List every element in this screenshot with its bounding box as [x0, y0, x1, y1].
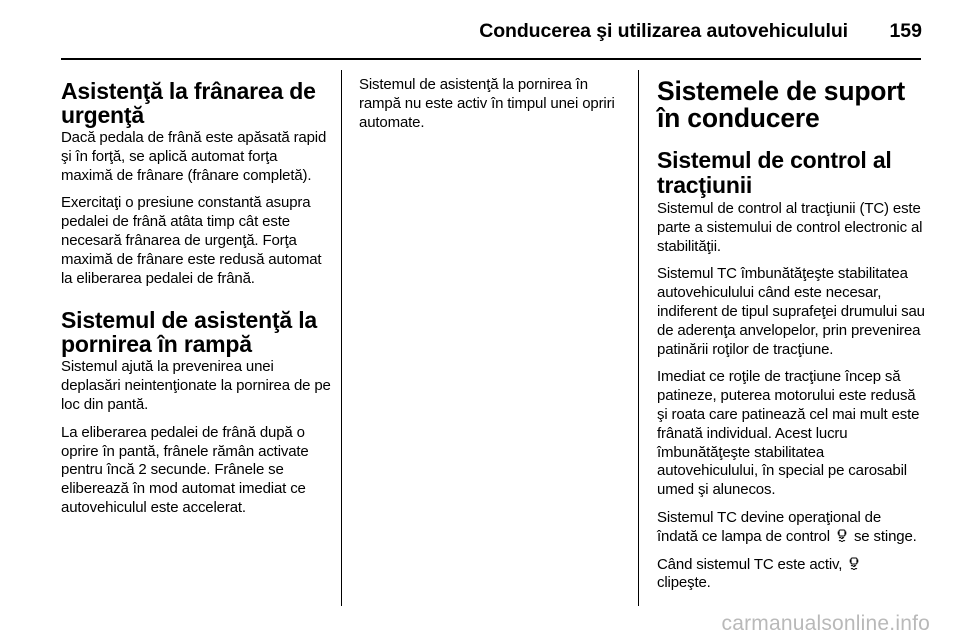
section-heading: Sistemul de control al tracţiunii	[657, 147, 892, 198]
chapter-heading: Sistemele de suport în conducere	[657, 76, 906, 133]
paragraph-text: Când sistemul TC este activ,	[657, 555, 843, 573]
column-divider	[638, 70, 639, 606]
column-3	[657, 72, 925, 593]
page-number: 159	[889, 20, 922, 42]
paragraph: La eliberarea pedalei de frână după o oprire în pantă, frânele rămân activate pentru încă 2 secunde. Frânele se eliberează în mod automat imediat ce autovehiculul este accelerat.	[61, 423, 309, 516]
paragraph: Sistemul de control al tracţiunii (TC) este parte a sistemului de control electronic al stabilităţii.	[657, 200, 923, 255]
paragraph-text: clipeşte.	[657, 574, 711, 592]
paragraph: Sistemul TC îmbunătăţeşte stabilitatea autovehiculului când este necesar, indiferent de tipul suprafeţei drumului sau de aderenţa anvelopelor, prin prevenirea patinării roţilor de tracţiune.	[657, 265, 925, 358]
column-2	[359, 72, 624, 132]
section-heading: Asistenţă la frânarea de urgenţă	[61, 78, 316, 128]
running-header: Conducerea şi utilizarea autovehiculului	[479, 20, 848, 42]
paragraph: Sistemul ajută la prevenirea unei deplasări neintenţionate la pornirea de pe loc din pantă.	[61, 358, 331, 413]
column-1	[61, 72, 331, 518]
traction-control-icon	[836, 529, 848, 543]
paragraph: Dacă pedala de frână este apăsată rapid şi în forţă, se aplică automat forţa maximă de frânare (frânare completă).	[61, 129, 327, 184]
header-rule	[61, 58, 921, 60]
section-heading: Sistemul de asistenţă la pornirea în rampă	[61, 307, 317, 358]
paragraph: Exercitaţi o presiune constantă asupra pedalei de frână atâta timp cât este necesară frânarea de urgenţă. Forţa maximă de frânare este redusă automat la eliberarea pedalei de frână.	[61, 194, 322, 287]
paragraph	[657, 556, 925, 594]
paragraph: Sistemul de asistenţă la pornirea în rampă nu este activ în timpul unei opriri automate.	[359, 76, 615, 131]
traction-control-icon	[848, 557, 860, 571]
column-divider	[341, 70, 342, 606]
paragraph: Imediat ce roţile de tracţiune încep să patineze, puterea motorului este redusă şi roata care patinează cel mai mult este frânată individual. Acest lucru îmbunătăţeşte stabilitatea autovehiculului, în special pe carosabil umed şi alunecos.	[657, 368, 920, 499]
paragraph-text: se stinge.	[853, 527, 917, 545]
watermark: carmanualsonline.info	[721, 612, 930, 635]
paragraph	[657, 509, 925, 547]
paragraph-text: Sistemul TC devine operaţional de îndată ce lampa de control	[657, 508, 882, 545]
